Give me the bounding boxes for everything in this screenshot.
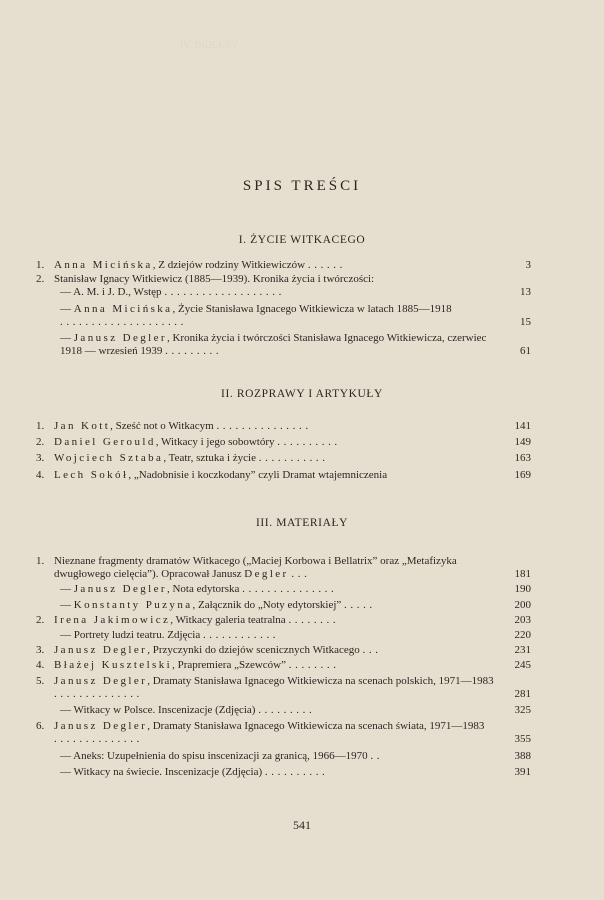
entry-title: , Witkacy galeria teatralna [170, 613, 286, 626]
entry-author: Konstanty Puzyna [73, 598, 193, 611]
entry-page: 15 [520, 315, 531, 328]
toc-entry: — Portrety ludzi teatru. Zdjęcia ............ 220 [60, 629, 531, 642]
entry-title: — Witkacy w Polsce. Inscenizacje (Zdjęcia) [60, 704, 256, 717]
entry-author: Anna Micińska [54, 259, 153, 271]
bleed-through-text: IV. INDEKSY [180, 40, 239, 51]
entry-author: Wojciech Sztaba [54, 452, 164, 465]
toc-entry: — Witkacy w Polsce. Inscenizacje (Zdjęcia) ......... 325 [60, 704, 531, 717]
entry-page: 3 [525, 259, 531, 271]
toc-entry: 1. Jan Kott, Sześć not o Witkacym ............... 141 [36, 420, 531, 432]
entry-title: , Kronika życia i twórczości Stanisława Ignacego Witkiewicza, czerwiec 1918 — wrzesień 1939 [60, 332, 487, 358]
entry-author: Irena Jakimowicz [54, 613, 171, 626]
entry-title: , Prapremiera „Szewców” [172, 659, 287, 672]
toc-entry: — Janusz Degler, Kronika życia i twórczości Stanisława Ignacego Witkiewicza, czerwiec 1918 — wrzesień 1939 ......... 61 [60, 332, 531, 358]
entry-title: , Sześć not o Witkacym [110, 420, 214, 432]
entry-title: , Załącznik do „Noty edytorskiej” [192, 598, 342, 611]
page-number: 541 [293, 818, 311, 832]
toc-entry: 2. Irena Jakimowicz, Witkacy galeria teatralna ........ 203 [36, 613, 531, 626]
entry-page: 245 [514, 659, 531, 672]
entry-title: , „Nadobnisie i koczkodany” czyli Dramat wtajemniczenia [128, 468, 388, 481]
entry-author: Anna Micińska [73, 302, 173, 315]
entry-page: 391 [514, 765, 531, 778]
toc-entry: — Witkacy na świecie. Inscenizacje (Zdjęcia) .......... 391 [60, 765, 531, 778]
section-2-entries [36, 420, 531, 482]
toc-entry: — A. M. i J. D., Wstęp ................... 13 [60, 286, 531, 299]
entry-title: , Witkacy i jego sobowtóry [155, 436, 275, 449]
entry-page: 190 [514, 583, 531, 596]
toc-entry: — Konstanty Puzyna, Załącznik do „Noty edytorskiej” ..... 200 [60, 598, 531, 611]
entry-page: 200 [514, 598, 531, 611]
entry-title: — Witkacy na świecie. Inscenizacje (Zdjęcia) [60, 765, 263, 778]
entry-author: Janusz Degler [54, 644, 148, 657]
section-title-1: I. ŻYCIE WITKACEGO [238, 234, 366, 246]
entry-author: Daniel Gerould [54, 436, 156, 449]
entry-page: 388 [514, 749, 531, 762]
entry-page: 220 [514, 629, 531, 642]
entry-page: 141 [514, 420, 531, 432]
entry-title: , Nota edytorska [166, 583, 240, 596]
toc-entry: 1. Anna Micińska, Z dziejów rodziny Witkiewiczów ...... 3 [36, 259, 531, 271]
entry-title: — Portrety ludzi teatru. Zdjęcia [60, 629, 201, 642]
entry-author: Błażej Kusztelski [54, 659, 173, 672]
toc-entry: — Anna Micińska, Życie Stanisława Ignacego Witkiewicza w latach 1885—1918 .................... 15 [60, 302, 531, 328]
entry-author: Janusz Degler [73, 332, 167, 345]
entry-author: Jan Kott [54, 420, 111, 432]
section-title-2: II. ROZPRAWY I ARTYKUŁY [221, 388, 383, 400]
entry-page: 355 [514, 733, 531, 746]
entry-title: , Przyczynki do dziejów scenicznych Witkacego [147, 644, 360, 657]
toc-entry: 5. Janusz Degler, Dramaty Stanisława Ignacego Witkiewicza na scenach polskich, 1971—1983 .............. 281 [36, 674, 531, 700]
section-3-entries [36, 555, 531, 779]
entry-title: Nieznane fragmenty dramatów Witkacego („Maciej Korbowa i Bellatrix” oraz „Metafizyka dwugłowego cielęcia”). Opracował Janusz [54, 555, 457, 581]
entry-page: 281 [514, 687, 531, 700]
entry-title: , Życie Stanisława Ignacego Witkiewicza w latach 1885—1918 [172, 302, 452, 315]
section-1-entries [36, 259, 531, 358]
entry-title: — A. M. i J. D., Wstęp [60, 286, 162, 299]
entry-title: — Aneks: Uzupełnienia do spisu inscenizacji za granicą, 1966—1970 [60, 749, 368, 762]
entry-author: Janusz Degler [73, 583, 167, 596]
entry-author: Lech Sokół [54, 468, 129, 481]
entry-page: 61 [520, 345, 531, 358]
toc-entry: 4. Błażej Kusztelski, Prapremiera „Szewców” ........ 245 [36, 659, 531, 672]
section-title-3: III. MATERIAŁY [255, 517, 349, 529]
entry-author: Degler [244, 568, 289, 581]
entry-page: 203 [514, 613, 531, 626]
entry-author: Janusz Degler [54, 674, 148, 687]
page-title: SPIS TREŚCI [242, 178, 362, 194]
toc-entry: 2. Daniel Gerould, Witkacy i jego sobowtóry .......... 149 [36, 436, 531, 449]
toc-entry: 6. Janusz Degler, Dramaty Stanisława Ignacego Witkiewicza na scenach świata, 1971—1983 .............. 355 [36, 720, 531, 746]
entry-page: 325 [514, 704, 531, 717]
entry-title: , Dramaty Stanisława Ignacego Witkiewicza na scenach polskich, 1971—1983 [147, 674, 494, 687]
entry-title: , Teatr, sztuka i życie [163, 452, 257, 465]
toc-entry: 3. Janusz Degler, Przyczynki do dziejów scenicznych Witkacego ... 231 [36, 644, 531, 657]
entry-author: Janusz Degler [54, 720, 148, 733]
toc-entry: — Aneks: Uzupełnienia do spisu inscenizacji za granicą, 1966—1970 .. 388 [60, 749, 531, 762]
entry-page: 231 [514, 644, 531, 657]
entry-page: 169 [514, 468, 531, 481]
entry-page: 181 [514, 568, 531, 581]
entry-title: , Dramaty Stanisława Ignacego Witkiewicza na scenach świata, 1971—1983 [147, 720, 485, 733]
entry-page: 149 [514, 436, 531, 449]
toc-entry: 3. Wojciech Sztaba, Teatr, sztuka i życie ........... 163 [36, 452, 531, 465]
entry-title: , Z dziejów rodziny Witkiewiczów [152, 259, 306, 271]
toc-entry: 2. Stanisław Ignacy Witkiewicz (1885—1939). Kronika życia i twórczości: [36, 273, 375, 286]
toc-entry: 4. Lech Sokół, „Nadobnisie i koczkodany” czyli Dramat wtajemniczenia 169 [36, 468, 531, 481]
entry-page: 163 [514, 452, 531, 465]
entry-title: Stanisław Ignacy Witkiewicz (1885—1939). Kronika życia i twórczości: [54, 273, 375, 286]
entry-page: 13 [520, 286, 531, 299]
toc-entry: — Janusz Degler, Nota edytorska ............... 190 [60, 583, 531, 596]
toc-entry: 1. Nieznane fragmenty dramatów Witkacego („Maciej Korbowa i Bellatrix” oraz „Metafizyka dwugłowego cielęcia”). Opracował Janusz Degler ... 181 [36, 555, 531, 581]
